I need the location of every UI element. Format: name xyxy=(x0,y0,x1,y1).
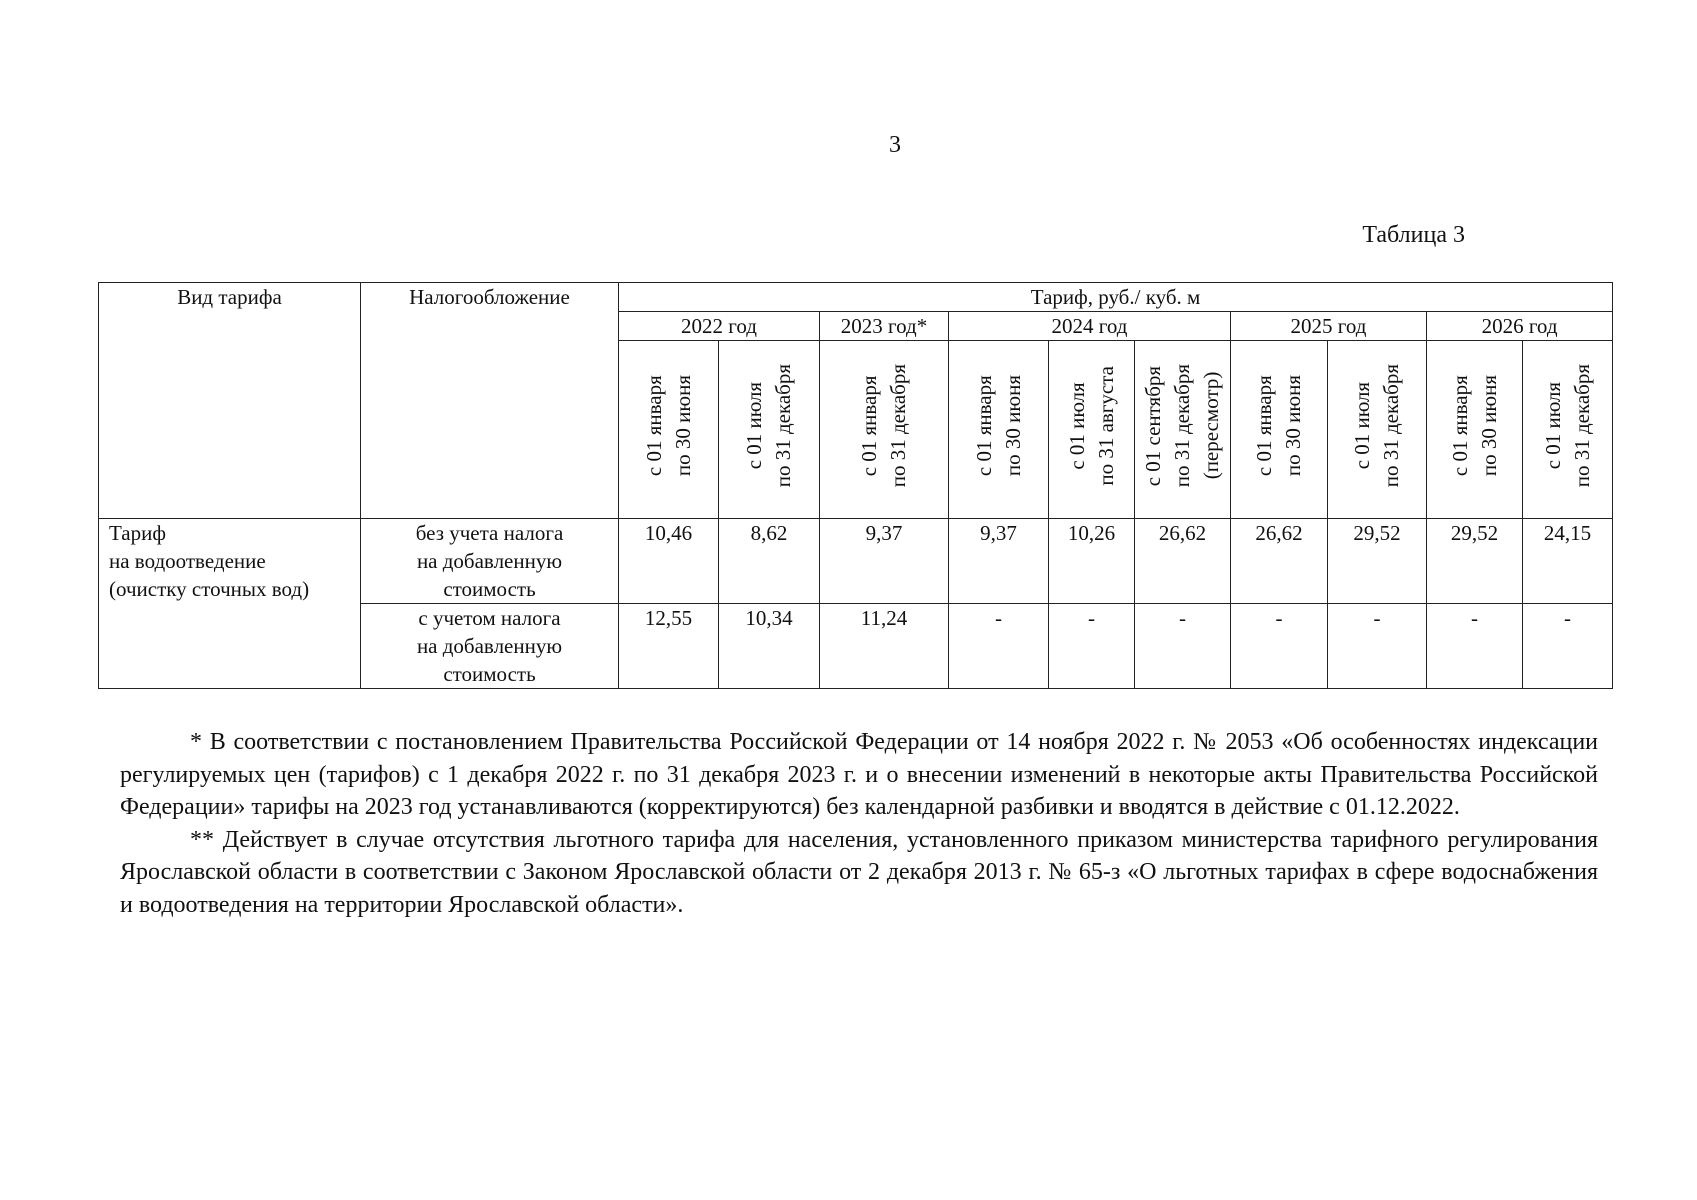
header-year-2023: 2023 год* xyxy=(820,312,949,341)
value-cell: 9,37 xyxy=(820,519,949,604)
value-cell: - xyxy=(1523,604,1613,689)
period-cell: с 01 января по 30 июня xyxy=(1231,341,1328,519)
header-year-2022: 2022 год xyxy=(619,312,820,341)
header-year-2024: 2024 год xyxy=(949,312,1231,341)
value-cell: 26,62 xyxy=(1135,519,1231,604)
header-tax: Налогообложение xyxy=(361,283,619,519)
period-cell: с 01 июля по 31 августа xyxy=(1049,341,1135,519)
value-cell: 26,62 xyxy=(1231,519,1328,604)
value-cell: - xyxy=(1427,604,1523,689)
value-cell: 9,37 xyxy=(949,519,1049,604)
value-cell: - xyxy=(1135,604,1231,689)
value-cell: 24,15 xyxy=(1523,519,1613,604)
value-cell: 11,24 xyxy=(820,604,949,689)
period-cell: с 01 января по 30 июня xyxy=(949,341,1049,519)
table-row xyxy=(99,519,1613,604)
value-cell: 10,26 xyxy=(1049,519,1135,604)
period-cell: с 01 июля по 31 декабря xyxy=(1328,341,1427,519)
footnote-1: * В соответствии с постановлением Правительства Российской Федерации от 14 ноября 2022 г. № 2053 «Об особенностях индексации регулируемых цен (тарифов) с 1 декабря 2022 г. по 31 декабря 2023 г. и о внесении изменений в некоторые акты Правительства Российской Федерации» тарифы на 2023 год устанавливаются (корректируются) без календарной разбивки и вводятся в действие с 01.12.2022. xyxy=(120,729,1598,820)
value-cell: 8,62 xyxy=(719,519,820,604)
value-cell: 29,52 xyxy=(1328,519,1427,604)
value-cell: 10,46 xyxy=(619,519,719,604)
period-cell: с 01 января по 30 июня xyxy=(619,341,719,519)
page-number: 3 xyxy=(889,132,901,158)
tariff-table xyxy=(98,282,1613,689)
value-cell: - xyxy=(1049,604,1135,689)
tariff-kind-cell: Тариф на водоотведение (очистку сточных вод) xyxy=(99,519,361,689)
value-cell: 29,52 xyxy=(1427,519,1523,604)
period-cell: с 01 января по 30 июня xyxy=(1427,341,1523,519)
value-cell: - xyxy=(1231,604,1328,689)
header-year-2026: 2026 год xyxy=(1427,312,1613,341)
period-cell: с 01 июля по 31 декабря xyxy=(1523,341,1613,519)
period-cell: с 01 января по 31 декабря xyxy=(820,341,949,519)
period-cell: с 01 сентября по 31 декабря (пересмотр) xyxy=(1135,341,1231,519)
tax-cell: без учета налога на добавленную стоимость xyxy=(361,519,619,604)
table-caption: Таблица 3 xyxy=(1362,222,1465,248)
value-cell: - xyxy=(949,604,1049,689)
header-row-group xyxy=(99,283,1613,312)
period-cell: с 01 июля по 31 декабря xyxy=(719,341,820,519)
footnote-2: ** Действует в случае отсутствия льготного тарифа для населения, установленного приказом министерства тарифного регулирования Ярославской области в соответствии с Законом Ярославской области от 2 декабря 2013 г. № 65-з «О льготных тарифах в сфере водоснабжения и водоотведения на территории Ярославской области». xyxy=(120,826,1598,918)
header-tariff-group: Тариф, руб./ куб. м xyxy=(619,283,1613,312)
tax-cell: с учетом налога на добавленную стоимость xyxy=(361,604,619,689)
value-cell: 10,34 xyxy=(719,604,820,689)
value-cell: 12,55 xyxy=(619,604,719,689)
header-kind: Вид тарифа xyxy=(99,283,361,519)
value-cell: - xyxy=(1328,604,1427,689)
header-year-2025: 2025 год xyxy=(1231,312,1427,341)
footnotes xyxy=(120,726,1598,921)
